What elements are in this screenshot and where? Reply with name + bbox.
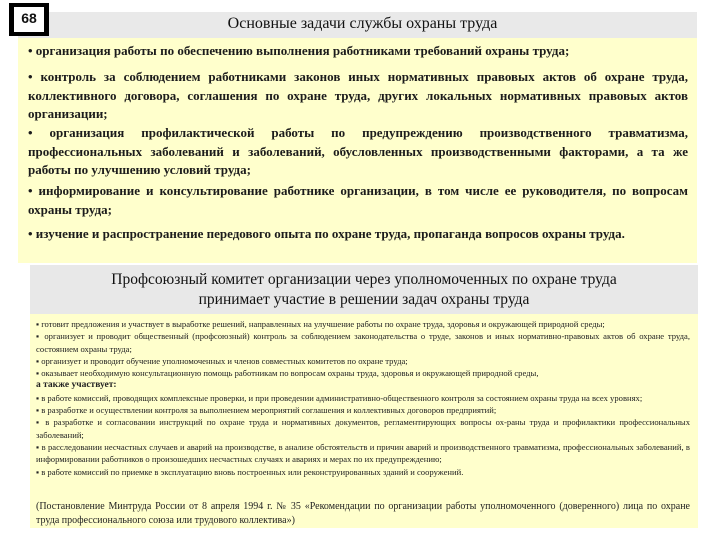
union-item: ▪ организует и проводит обучение уполномоченных и членов совместных комитетов по охране труда; [36, 355, 408, 366]
union-item: ▪ организует и проводит общественный (профсоюзный) контроль за соблюдением законодательства о труде, законов и иных нормативно-правовых актов об охране труда, состоянием охраны труда; [36, 331, 690, 354]
slide-number: 68 [14, 7, 44, 32]
union-block [30, 314, 698, 528]
participation-item: ▪ в работе комиссий, проводящих комплексные проверки, и при проведении административно-общественного контроля за состоянием охраны труда на всех уровнях; [36, 392, 643, 403]
participation-item: ▪ в разработке и осуществлении контроля за выполнением мероприятий соглашения и коллективных договоров предприятий; [36, 405, 497, 416]
title-bar [18, 12, 697, 38]
also-participates-label: а также участвует: [36, 380, 117, 391]
union-header-line1: Профсоюзный комитет организации через уполномоченных по охране труда [111, 271, 617, 288]
task-item: • организация работы по обеспечению выполнения работниками требований охраны труда; [28, 43, 570, 58]
union-list [36, 318, 690, 478]
union-header [30, 265, 698, 314]
page-title: Основные задачи службы охраны труда [227, 15, 498, 32]
slide-number-badge [9, 3, 49, 36]
participation-item: ▪ в работе комиссий по приемке в эксплуатацию вновь построенных или реконструированных зданий и сооружений. [36, 466, 464, 477]
task-item: • изучение и распространение передового опыта по охране труда, пропаганда вопросов охраны труда. [28, 226, 625, 241]
union-item: ▪ готовит предложения и участвует в выработке решений, направленных на улучшение работы по охране труда, здоровья и окружающей природной среды; [36, 319, 605, 329]
tasks-block [18, 38, 697, 263]
task-item: • организация профилактической работы по предупреждению производственного травматизма, профессиональных заболеваний и заболеваний, обусловленных производственными факторами, а та же работы по улучшению условий труда; [28, 125, 688, 177]
union-header-title [30, 265, 698, 310]
union-item: ▪ оказывает необходимую консультационную помощь работникам по вопросам охраны труда, здоровья и окружающей природной среды, [36, 368, 539, 379]
union-header-line2: принимает участие в решении задач охраны труда [198, 291, 530, 308]
citation: (Постановление Минтруда России от 8 апреля 1994 г. № 35 «Рекомендации по организации работы уполномоченного (доверенного) лица по охране труда профессионального союза или трудового коллектива») [36, 501, 690, 526]
participation-item: ▪ в расследовании несчастных случаев и аварий на производстве, в анализе обстоятельств и причин аварий и производственного травматизма, профессиональных заболеваний, в информировании работников о произошедших несчастных случаях и авариях и мерах по их предупреждению; [36, 441, 690, 465]
participation-item: ▪ в разработке и согласовании инструкций по охране труда и нормативных документов, регламентирующих вопросы ох-раны труда и профилактики профессиональных заболеваний; [36, 417, 690, 440]
task-item: • информирование и консультирование работнике организации, в том числе ее руководителя, по вопросам охраны труда; [28, 183, 688, 217]
task-item: • контроль за соблюдением работниками законов иных нормативных правовых актов об охране труда, коллективного договора, соглашения по охране труда, других локальных нормативных правовых актов организации; [28, 69, 688, 121]
